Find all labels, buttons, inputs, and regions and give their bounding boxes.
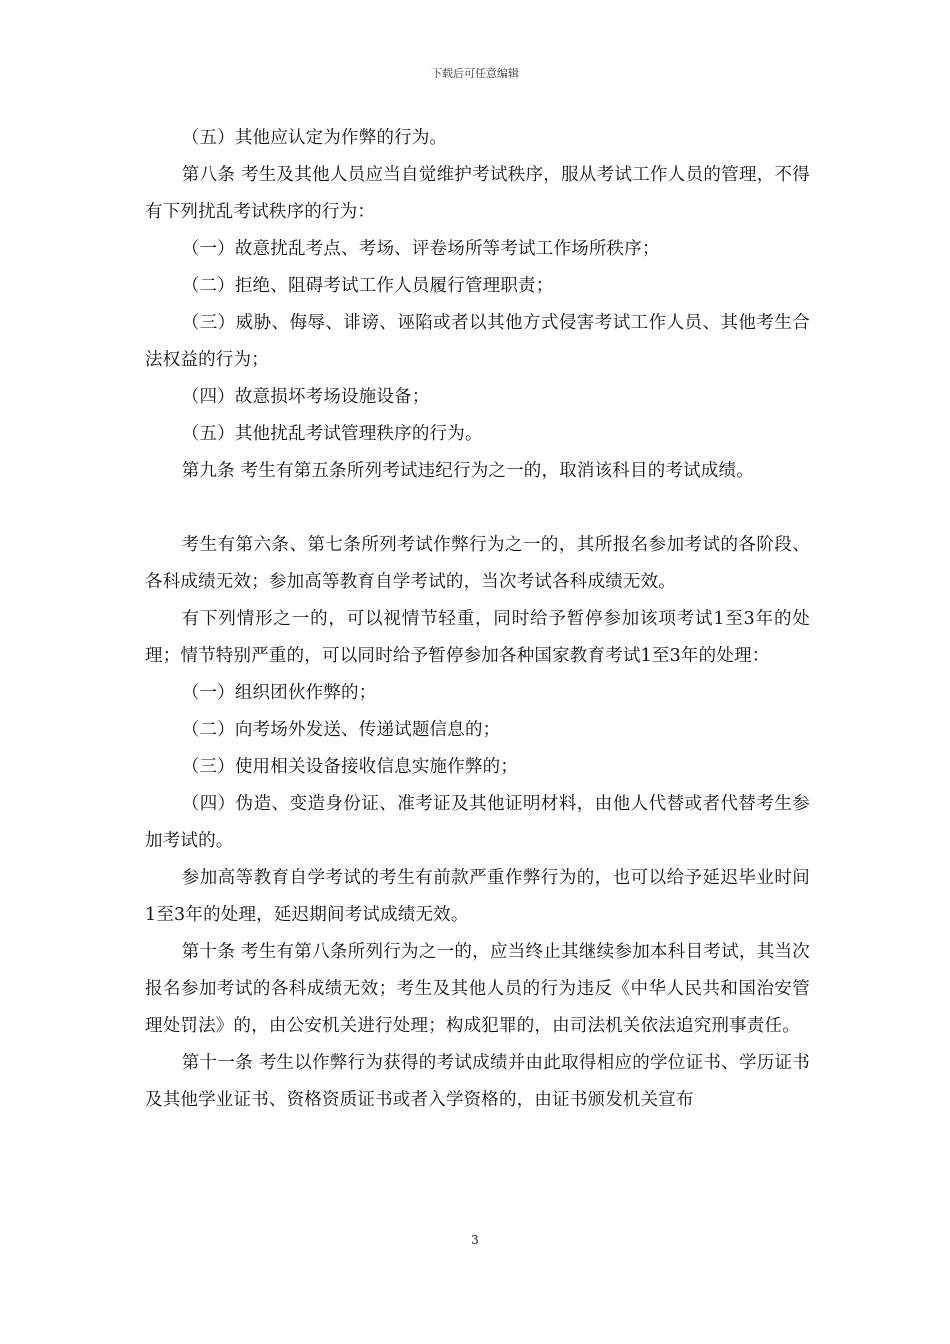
paragraph-self-study: 参加高等教育自学考试的考生有前款严重作弊行为的，也可以给予延迟毕业时间1至3年的处理，延迟期间考试成绩无效。 — [145, 868, 810, 925]
page-number: 3 — [471, 1233, 479, 1247]
paragraph-item-5: （五）其他应认定为作弊的行为。 — [181, 128, 448, 148]
paragraph-spacer — [145, 490, 810, 527]
paragraph-article-10: 第十条 考生有第八条所列行为之一的，应当终止其继续参加本科目考试，其当次报名参加考试的各科成绩无效；考生及其他人员的行为违反《中华人民共和国治安管理处罚法》的，由公安机关进行处理；构成犯罪的，由司法机关依法追究刑事责任。 — [145, 942, 810, 1036]
paragraph-article-9-cont: 考生有第六条、第七条所列考试作弊行为之一的，其所报名参加考试的各阶段、各科成绩无效；参加高等教育自学考试的，当次考试各科成绩无效。 — [145, 535, 810, 592]
paragraph-article-9: 第九条 考生有第五条所列考试违纪行为之一的，取消该科目的考试成绩。 — [181, 461, 754, 481]
paragraph-item-1: （一）故意扰乱考点、考场、评卷场所等考试工作场所秩序； — [181, 239, 660, 259]
page-header: 下载后可任意编辑 — [431, 67, 519, 80]
paragraph-article-11: 第十一条 考生以作弊行为获得的考试成绩并由此取得相应的学位证书、学历证书及其他学业证书、资格资质证书或者入学资格的，由证书颁发机关宣布 — [145, 1053, 810, 1110]
paragraph-item-4: （四）故意损坏考场设施设备； — [181, 387, 430, 407]
paragraph-item-4b: （四）伪造、变造身份证、准考证及其他证明材料，由他人代替或者代替考生参加考试的。 — [145, 794, 810, 851]
paragraph-item-3: （三）威胁、侮辱、诽谤、诬陷或者以其他方式侵害考试工作人员、其他考生合法权益的行为； — [145, 313, 810, 370]
paragraph-item-2b: （二）向考场外发送、传递试题信息的； — [181, 720, 501, 740]
paragraph-item-2: （二）拒绝、阻碍考试工作人员履行管理职责； — [181, 276, 554, 296]
paragraph-item-5b: （五）其他扰乱考试管理秩序的行为。 — [181, 424, 483, 444]
document-body — [145, 120, 810, 1119]
paragraph-item-3b: （三）使用相关设备接收信息实施作弊的； — [181, 757, 519, 777]
paragraph-item-1b: （一）组织团伙作弊的； — [181, 683, 377, 703]
paragraph-suspension: 有下列情形之一的，可以视情节轻重，同时给予暂停参加该项考试1至3年的处理；情节特别严重的，可以同时给予暂停参加各种国家教育考试1至3年的处理： — [145, 609, 810, 666]
paragraph-article-8: 第八条 考生及其他人员应当自觉维护考试秩序，服从考试工作人员的管理，不得有下列扰乱考试秩序的行为： — [145, 165, 810, 222]
